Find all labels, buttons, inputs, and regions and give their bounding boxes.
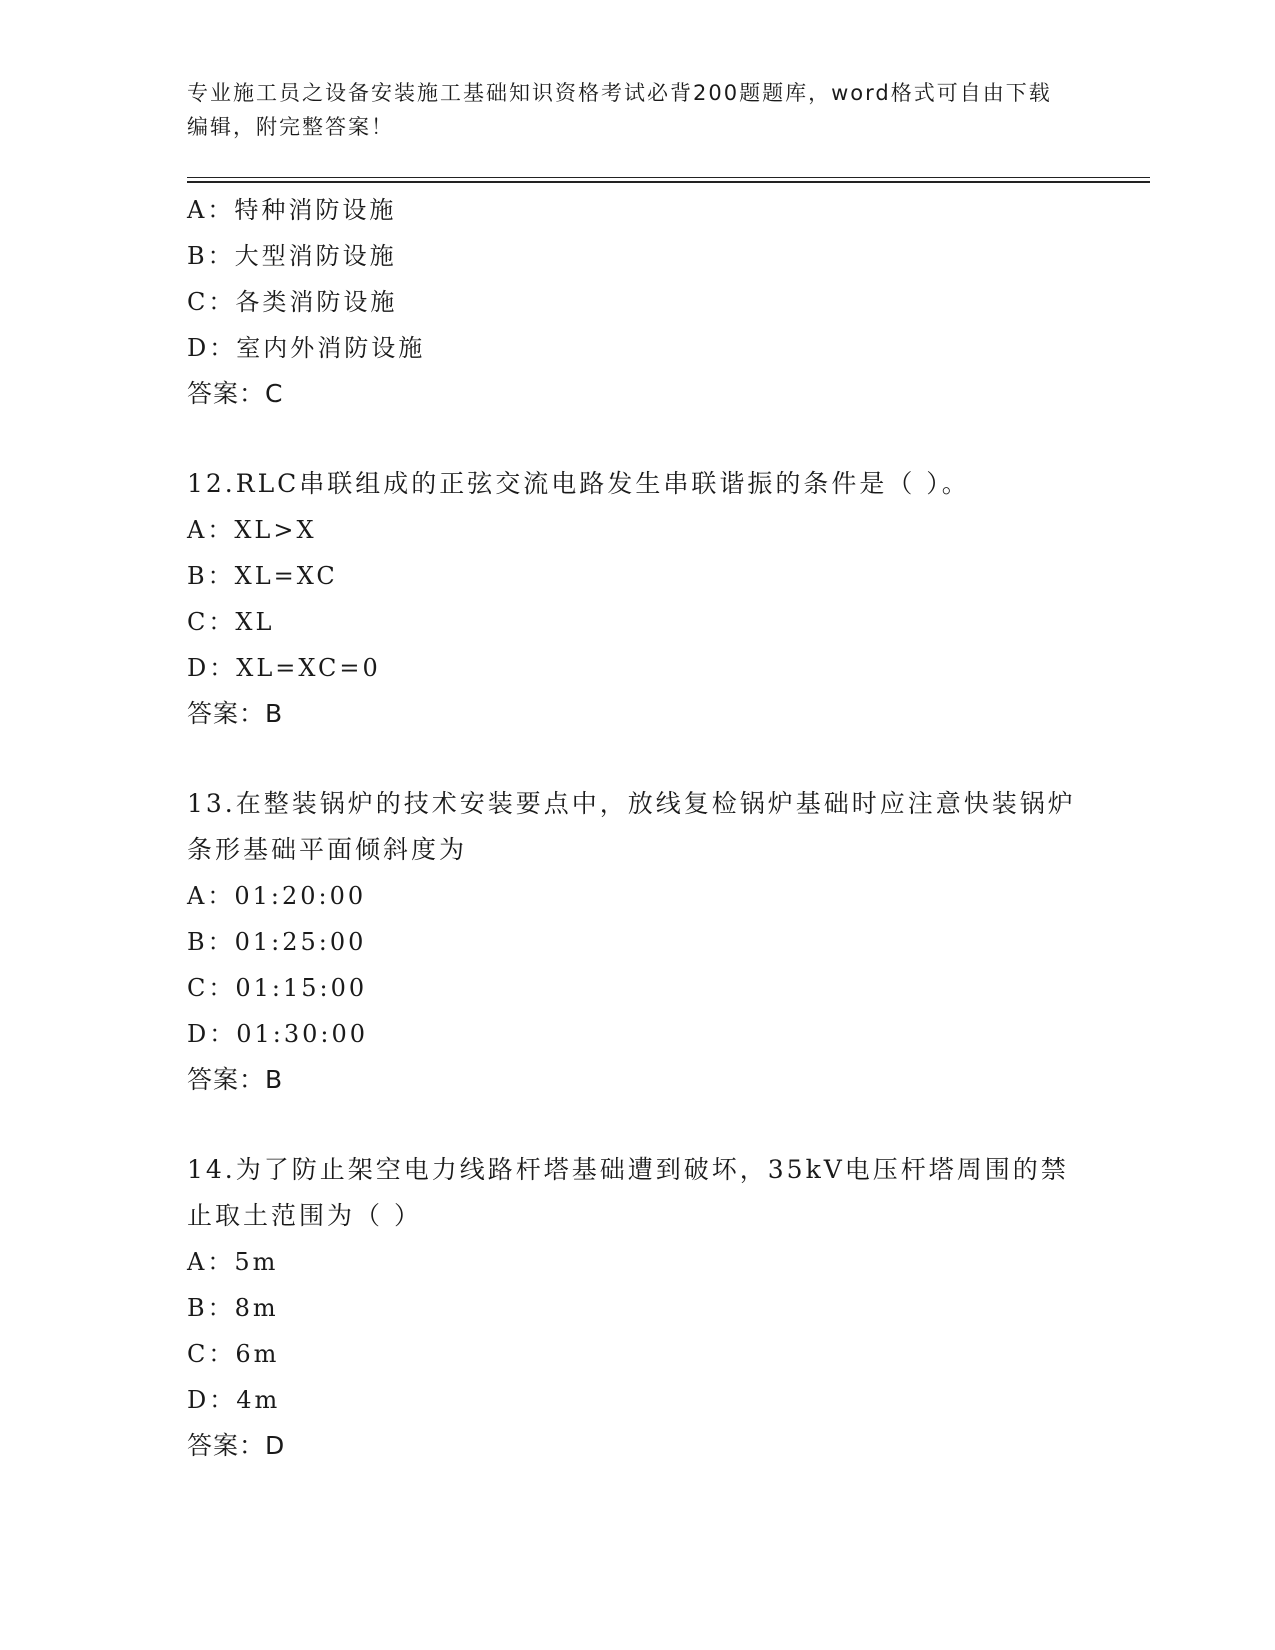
option-d: D：XL=XC=0 [187, 654, 381, 682]
question-list [187, 187, 1087, 1513]
option-b: B：XL=XC [187, 562, 338, 590]
option-a: A：特种消防设施 [187, 196, 397, 224]
option-c: C：各类消防设施 [187, 288, 398, 316]
answer: 答案：C [187, 379, 284, 408]
question-11-continued [187, 187, 1087, 417]
answer: 答案：B [187, 1065, 284, 1094]
question-14 [187, 1147, 1087, 1469]
option-b: B：大型消防设施 [187, 242, 397, 270]
option-d: D：室内外消防设施 [187, 334, 426, 362]
answer: 答案：B [187, 699, 284, 728]
option-c: C：01:15:00 [187, 974, 368, 1002]
header-divider-thin [187, 177, 1150, 178]
option-a: A：XL>X [187, 516, 317, 544]
option-b: B：01:25:00 [187, 928, 367, 956]
answer: 答案：D [187, 1431, 286, 1460]
document-header: 专业施工员之设备安装施工基础知识资格考试必背200题题库，word格式可自由下载编辑，附完整答案！ [187, 81, 1052, 139]
question-text: 14.为了防止架空电力线路杆塔基础遭到破坏，35kV电压杆塔周围的禁止取土范围为（ ） [187, 1155, 1069, 1230]
option-a: A：01:20:00 [187, 882, 367, 910]
question-text: 13.在整装锅炉的技术安装要点中，放线复检锅炉基础时应注意快装锅炉条形基础平面倾斜度为 [187, 789, 1076, 864]
question-text: 12.RLC串联组成的正弦交流电路发生串联谐振的条件是（ ）。 [187, 469, 970, 498]
question-12 [187, 461, 1087, 737]
option-c: C：XL [187, 608, 275, 636]
option-b: B：8m [187, 1294, 279, 1322]
option-c: C：6m [187, 1340, 280, 1368]
question-13 [187, 781, 1087, 1103]
option-a: A：5m [187, 1248, 279, 1276]
option-d: D：01:30:00 [187, 1020, 369, 1048]
option-d: D：4m [187, 1386, 281, 1414]
header-divider-thick [187, 181, 1150, 183]
